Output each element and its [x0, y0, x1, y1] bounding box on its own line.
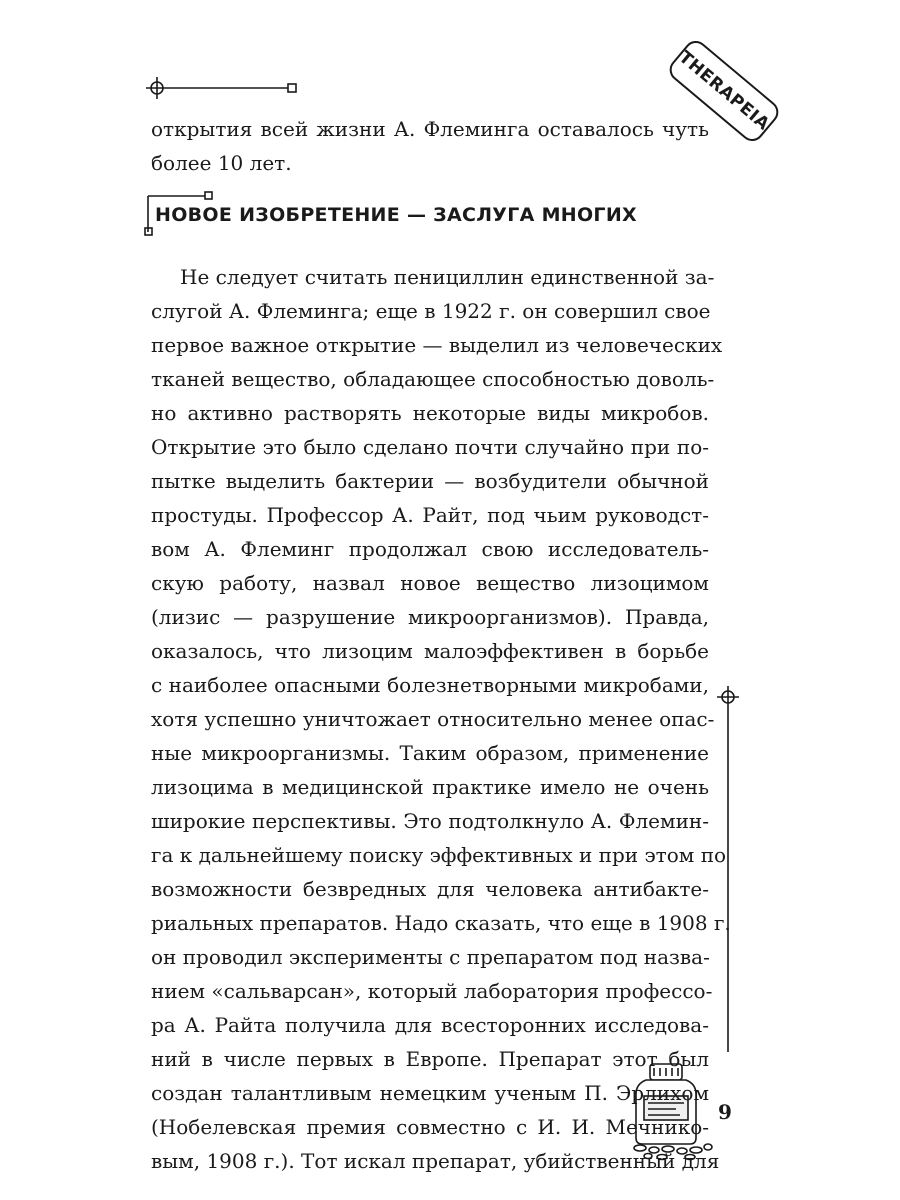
body-line: ра А. Райта получила для всесторонних исследова- — [151, 1013, 709, 1037]
body-line: риальных препаратов. Надо сказать, что еще в 1908 г. — [151, 911, 731, 935]
body-line: Не следует считать пенициллин единственной за- — [180, 265, 715, 289]
body-line: вым, 1908 г.). Тот искал препарат, убийственный для — [151, 1149, 720, 1173]
body-line: создан талантливым немецким ученым П. Эрлихом — [151, 1081, 709, 1105]
body-line: вом А. Флеминг продолжал свою исследователь- — [151, 537, 709, 561]
body-line: тканей вещество, обладающее способностью доволь- — [151, 367, 715, 391]
body-line: первое важное открытие — выделил из человеческих — [151, 333, 723, 357]
lead-line-2: более 10 лет. — [151, 151, 292, 175]
side-crosshair-icon — [717, 686, 739, 1052]
body-line: нием «сальварсан», который лаборатория профессо- — [151, 979, 713, 1003]
top-crosshair-icon — [146, 77, 296, 99]
body-line: широкие перспективы. Это подтолкнуло А. Флемин- — [151, 809, 709, 833]
page-number: 9 — [718, 1100, 732, 1124]
body-line: слугой А. Флеминга; еще в 1922 г. он совершил свое — [151, 299, 711, 323]
body-line: ные микроорганизмы. Таким образом, применение — [151, 741, 709, 765]
body-line: но активно растворять некоторые виды микробов. — [151, 401, 709, 425]
body-line: лизоцима в медицинской практике имело не очень — [151, 775, 709, 799]
therapeia-badge: THERAPEIA — [665, 36, 783, 146]
body-line: простуды. Профессор А. Райт, под чьим руководст- — [151, 503, 709, 527]
body-line: он проводил эксперименты с препаратом под назва- — [151, 945, 710, 969]
body-line: возможности безвредных для человека антибакте- — [151, 877, 709, 901]
body-line: хотя успешно уничтожает относительно менее опас- — [151, 707, 715, 731]
section-heading: НОВОЕ ИЗОБРЕТЕНИЕ — ЗАСЛУГА МНОГИХ — [155, 204, 637, 226]
body-line: (Нобелевская премия совместно с И. И. Мечнико- — [151, 1115, 709, 1139]
body-line: пытке выделить бактерии — возбудители обычной — [151, 469, 709, 493]
lead-line-1: открытия всей жизни А. Флеминга оставалось чуть — [151, 117, 709, 141]
body-line: га к дальнейшему поиску эффективных и при этом по — [151, 843, 727, 867]
body-line: скую работу, назвал новое вещество лизоцимом — [151, 571, 709, 595]
body-line: Открытие это было сделано почти случайно при по- — [151, 435, 709, 459]
body-line: с наиболее опасными болезнетворными микробами, — [151, 673, 709, 697]
body-line: оказалось, что лизоцим малоэффективен в борьбе — [151, 639, 709, 663]
body-line: (лизис — разрушение микроорганизмов). Правда, — [151, 605, 709, 629]
body-line: ний в числе первых в Европе. Препарат этот был — [151, 1047, 709, 1071]
